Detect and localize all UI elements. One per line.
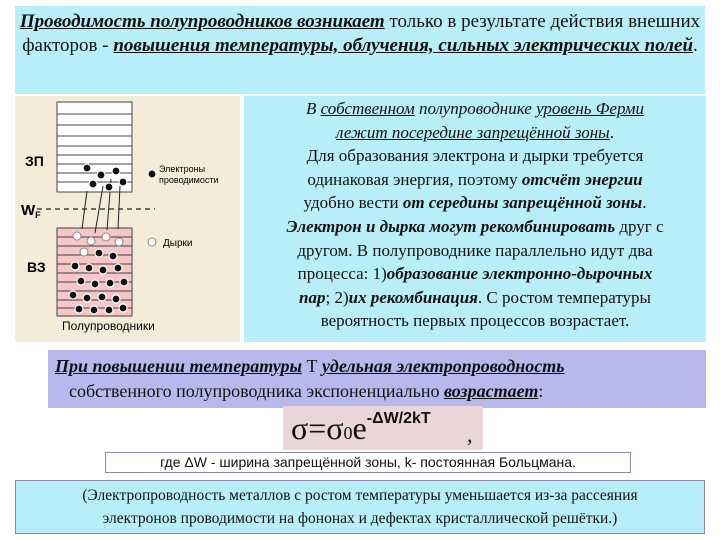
temperature-block [48, 350, 706, 408]
legend-electrons-line2: проводимости [159, 175, 219, 185]
temperature-line-1: При повышении температуры Т удельная электропроводность [55, 356, 565, 376]
band-diagram [15, 96, 240, 342]
legend-electrons-line1: Электроны [159, 164, 206, 174]
explain-line-9: пар; 2)их рекомбинация. С ростом температуры [299, 287, 651, 307]
diagram-caption: Полупроводники [62, 319, 155, 333]
metals-note [15, 480, 705, 534]
explain-line-8: процесса: 1)образование электронно-дырочных [297, 264, 653, 284]
legend-electron-icon [148, 170, 156, 178]
legend-hole-icon [148, 238, 156, 246]
title-part3: повышения температуры, облучения, сильных электрических полей [113, 35, 694, 56]
title-part2: только в результате действия внешних факторов - [22, 11, 701, 56]
temperature-line-2: собственного полупроводника экспоненциально возрастает: [69, 381, 544, 401]
title-part1: Проводимость полупроводников возникает [19, 11, 385, 32]
title-block [15, 6, 705, 94]
explain-line-3: Для образования электрона и дырки требуется [306, 146, 644, 166]
explain-line-4: одинаковая энергия, поэтому отсчёт энергии [307, 169, 643, 189]
explanation-block [244, 96, 706, 342]
legend-holes: Дырки [163, 238, 193, 249]
formula-box [283, 406, 483, 450]
explain-line-1: В собственном полупроводнике уровень Ферми [306, 99, 644, 118]
metals-line-1: (Электропроводность металлов с ростом температуры уменьшается из-за рассеяния [82, 487, 638, 504]
label-fermi: $W_F$ [21, 202, 41, 220]
band-diagram-panel [15, 96, 240, 342]
explain-line-5: удобно вести от середины запрещённой зоны. [303, 193, 647, 213]
title-part4: . [693, 35, 698, 56]
explain-line-2: лежит посередине запрещённой зоны. [336, 122, 614, 142]
label-valence-band: ВЗ [27, 259, 46, 275]
explain-line-7: другом. В полупроводнике параллельно идут два [297, 240, 653, 260]
conductivity-formula: $\sigma=\sigma 0e^{-\Delta W/2kT}$ [291, 410, 431, 446]
formula-legend: где ΔW - ширина запрещённой зоны, k- постоянная Больцмана. [105, 452, 631, 473]
metals-line-2: электронов проводимости на фононах и дефектах кристаллической решётки.) [102, 510, 618, 527]
explain-line-6: Электрон и дырка могут рекомбинировать друг с [286, 216, 664, 236]
formula-comma: , [467, 422, 473, 447]
explain-line-10: вероятность первых процессов возрастает. [320, 311, 630, 331]
label-conduction-band: ЗП [25, 153, 44, 169]
